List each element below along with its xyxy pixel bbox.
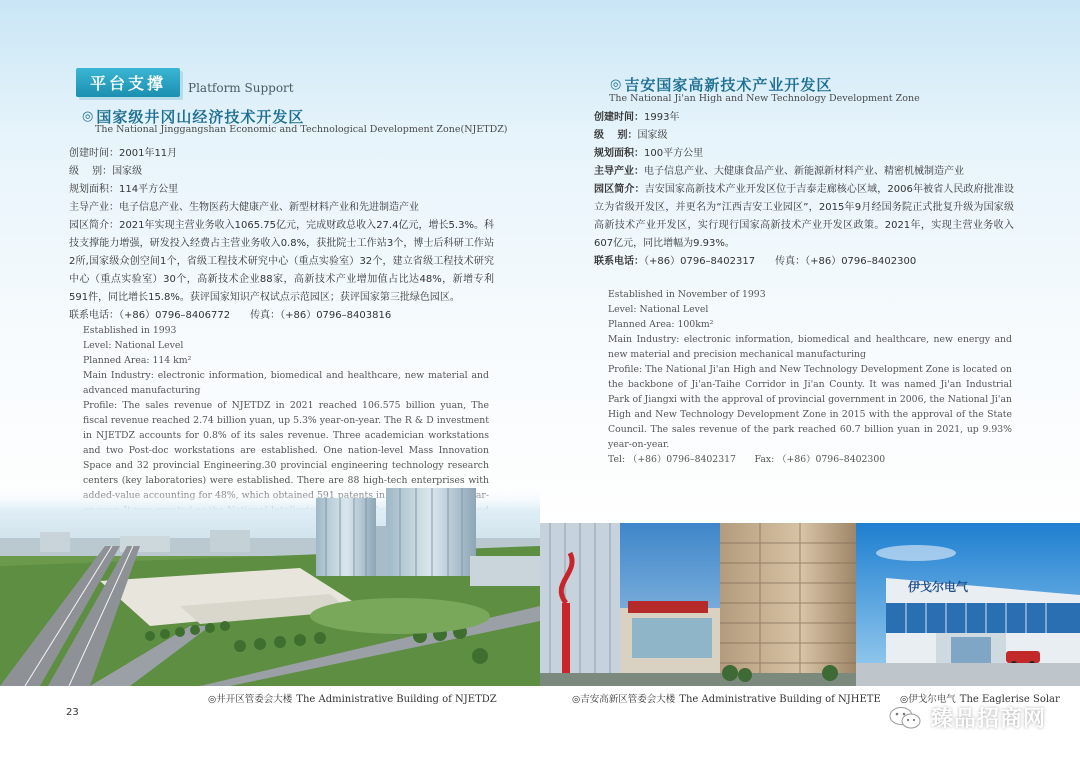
jahtz-founded-value: 1993年 xyxy=(644,112,680,123)
jahtz-area xyxy=(594,145,1014,163)
njetdz-title-en: The National Jinggangshan Economic and Technological Development Zone(NJETDZ) xyxy=(95,124,508,135)
jahtz-industry xyxy=(594,163,1014,181)
bullet-circle-icon: ◎ xyxy=(610,77,623,92)
jahtz-en-contact: Tel: （+86）0796–8402317 Fax: （+86）0796–8402300 xyxy=(608,454,886,465)
njetdz-title-cn: 国家级井冈山经济技术开发区 xyxy=(96,108,305,126)
eaglerise-photo xyxy=(856,523,1080,686)
jahtz-title-en: The National Ji'an High and New Technology Development Zone xyxy=(609,93,920,104)
njetdz-profile: 园区简介：2021年实现主营业务收入1065.75亿元，完成财政总收入27.4亿元，增长5.3%。科技支撑能力增强，研发投入经费占主营业务收入0.8%，获批院士工作站3个，博士后科研工作站2所,国家级众创空间1个，省级工程技术研究中心（重点实验室）32个，建立省级工程技术研究中心（重点实验室）30个，高新技术企业88家，高新技术产业增加值占比达48%，新增专利591件，同比增长15.8%。获评国家知识产权试点示范园区；获评国家第三批绿色园区。 xyxy=(69,220,494,303)
njetdz-en-founded: Established in 1993 xyxy=(83,325,177,336)
jahtz-en-level: Level: National Level xyxy=(608,304,709,315)
njetdz-en-industry: Main Industry: electronic information, biomedical and healthcare, new material and advanced manufacturing xyxy=(83,370,489,396)
jahtz-level-label: 级 别： xyxy=(594,130,638,141)
banner-title-cn: 平台支撑 xyxy=(76,68,180,97)
eaglerise-caption-en: The Eaglerise Solar xyxy=(959,694,1060,705)
njetdz-en-area: Planned Area: 114 km² xyxy=(83,355,192,366)
jahtz-en-founded: Established in November of 1993 xyxy=(608,289,766,300)
jahtz-title-cn: 吉安国家高新技术产业开发区 xyxy=(624,76,833,94)
watermark-text: 臻品招商网 xyxy=(930,707,1046,732)
jahtz-caption-en: The Administrative Building of NJHETE xyxy=(679,694,881,705)
jahtz-profile-value: 吉安国家高新技术产业开发区位于吉泰走廊核心区域，2006年被省人民政府批准设立为省级开发区，并更名为“江西吉安工业园区”，2015年9月经国务院正式批复升级为国家级高新技术产业开发区，实行现行国家高新技术产业开发区政策。2021年，实现主营业务收入607亿元，同比增幅为9.93%。 xyxy=(594,184,1015,249)
njetdz-founded: 创建时间：2001年11月 xyxy=(69,148,178,159)
njetdz-caption-cn: ◎井开区管委会大楼 xyxy=(208,694,293,705)
jahtz-en-area: Planned Area: 100km² xyxy=(608,319,714,330)
njetdz-en-level: Level: National Level xyxy=(83,340,184,351)
jahtz-photo-caption xyxy=(572,691,881,705)
jahtz-en-profile: Profile: The National Ji'an High and New Technology Development Zone is located on the backbone of Ji'an-Taihe Corridor in Ji'an County. It was named Ji'an Industrial Park of Jiangxi with the approval of provincial government in 2006, the National Ji'an High and New Technology Development Zone in 2015 with the approval of the State Council. The sales revenue of the park reached 60.7 billion yuan in 2021, up 9.93% year-on-year. xyxy=(608,364,1012,450)
wechat-icon xyxy=(889,706,923,730)
jahtz-admin-building-photo xyxy=(540,523,856,686)
jahtz-caption-cn: ◎吉安高新区管委会大楼 xyxy=(572,694,676,705)
jahtz-industry-value: 电子信息产业、大健康食品产业、新能源新材料产业、精密机械制造产业 xyxy=(644,166,964,177)
njetdz-area: 规划面积：114平方公里 xyxy=(69,184,179,195)
jahtz-profile-label: 园区简介： xyxy=(594,184,645,195)
page-number: 23 xyxy=(66,707,79,718)
njetdz-caption-en: The Administrative Building of NJETDZ xyxy=(296,694,497,705)
jahtz-founded xyxy=(594,109,1014,127)
jahtz-industry-label: 主导产业： xyxy=(594,166,644,177)
jahtz-contact xyxy=(594,253,1014,271)
jahtz-contact-label: 联系电话： xyxy=(594,256,644,267)
right-page xyxy=(540,0,1080,764)
njetdz-industry: 主导产业：电子信息产业、生物医药大健康产业、新型材料产业和先进制造产业 xyxy=(69,202,419,213)
jahtz-profile xyxy=(594,181,1014,253)
njetdz-level: 级 别：国家级 xyxy=(69,166,143,177)
section-banner xyxy=(76,68,294,97)
bullet-circle-icon: ◎ xyxy=(82,109,95,124)
banner-title-en: Platform Support xyxy=(188,80,294,95)
jahtz-area-value: 100平方公里 xyxy=(644,148,704,159)
njetdz-cn-info xyxy=(69,145,494,325)
watermark xyxy=(889,702,1046,733)
jahtz-cn-info xyxy=(594,109,1014,271)
jahtz-en-info xyxy=(594,287,1012,467)
njetdz-en-profile: Profile: The sales revenue of NJETDZ in 2021 reached 106.575 billion yuan, The fiscal revenue reached 2.74 billion yuan, up 5.3% year-on-year. The R & D investment in NJETDZ accounts for 0.8% of its sales revenue. Three academician workstations and two Post-doc workstations are established. One nation-level Mass Innovation Space and 32 provincial Engineering.30 provincial engineering technology research centers (key laboratories) were established. There are 88 high-tech enterprises with xyxy=(83,400,489,486)
jahtz-level-value: 国家级 xyxy=(637,130,668,141)
jahtz-en-industry: Main Industry: electronic information, biomedical and healthcare, new energy and new material and precision mechanical manufacturing xyxy=(608,334,1012,360)
eaglerise-caption-cn: ◎伊戈尔电气 xyxy=(900,694,956,705)
njetdz-contact: 联系电话：（+86）0796–8406772 传真：（+86）0796–8403816 xyxy=(69,310,392,321)
njetdz-aerial-photo xyxy=(0,486,540,686)
eaglerise-sign: 伊戈尔电气 xyxy=(908,580,969,594)
jahtz-founded-label: 创建时间： xyxy=(594,112,644,123)
jahtz-title xyxy=(610,74,832,95)
jahtz-level xyxy=(594,127,1014,145)
jahtz-area-label: 规划面积： xyxy=(594,148,644,159)
jahtz-contact-value: （+86）0796–8402317 传真：（+86）0796–8402300 xyxy=(644,256,917,267)
njetdz-photo-caption xyxy=(208,691,497,705)
